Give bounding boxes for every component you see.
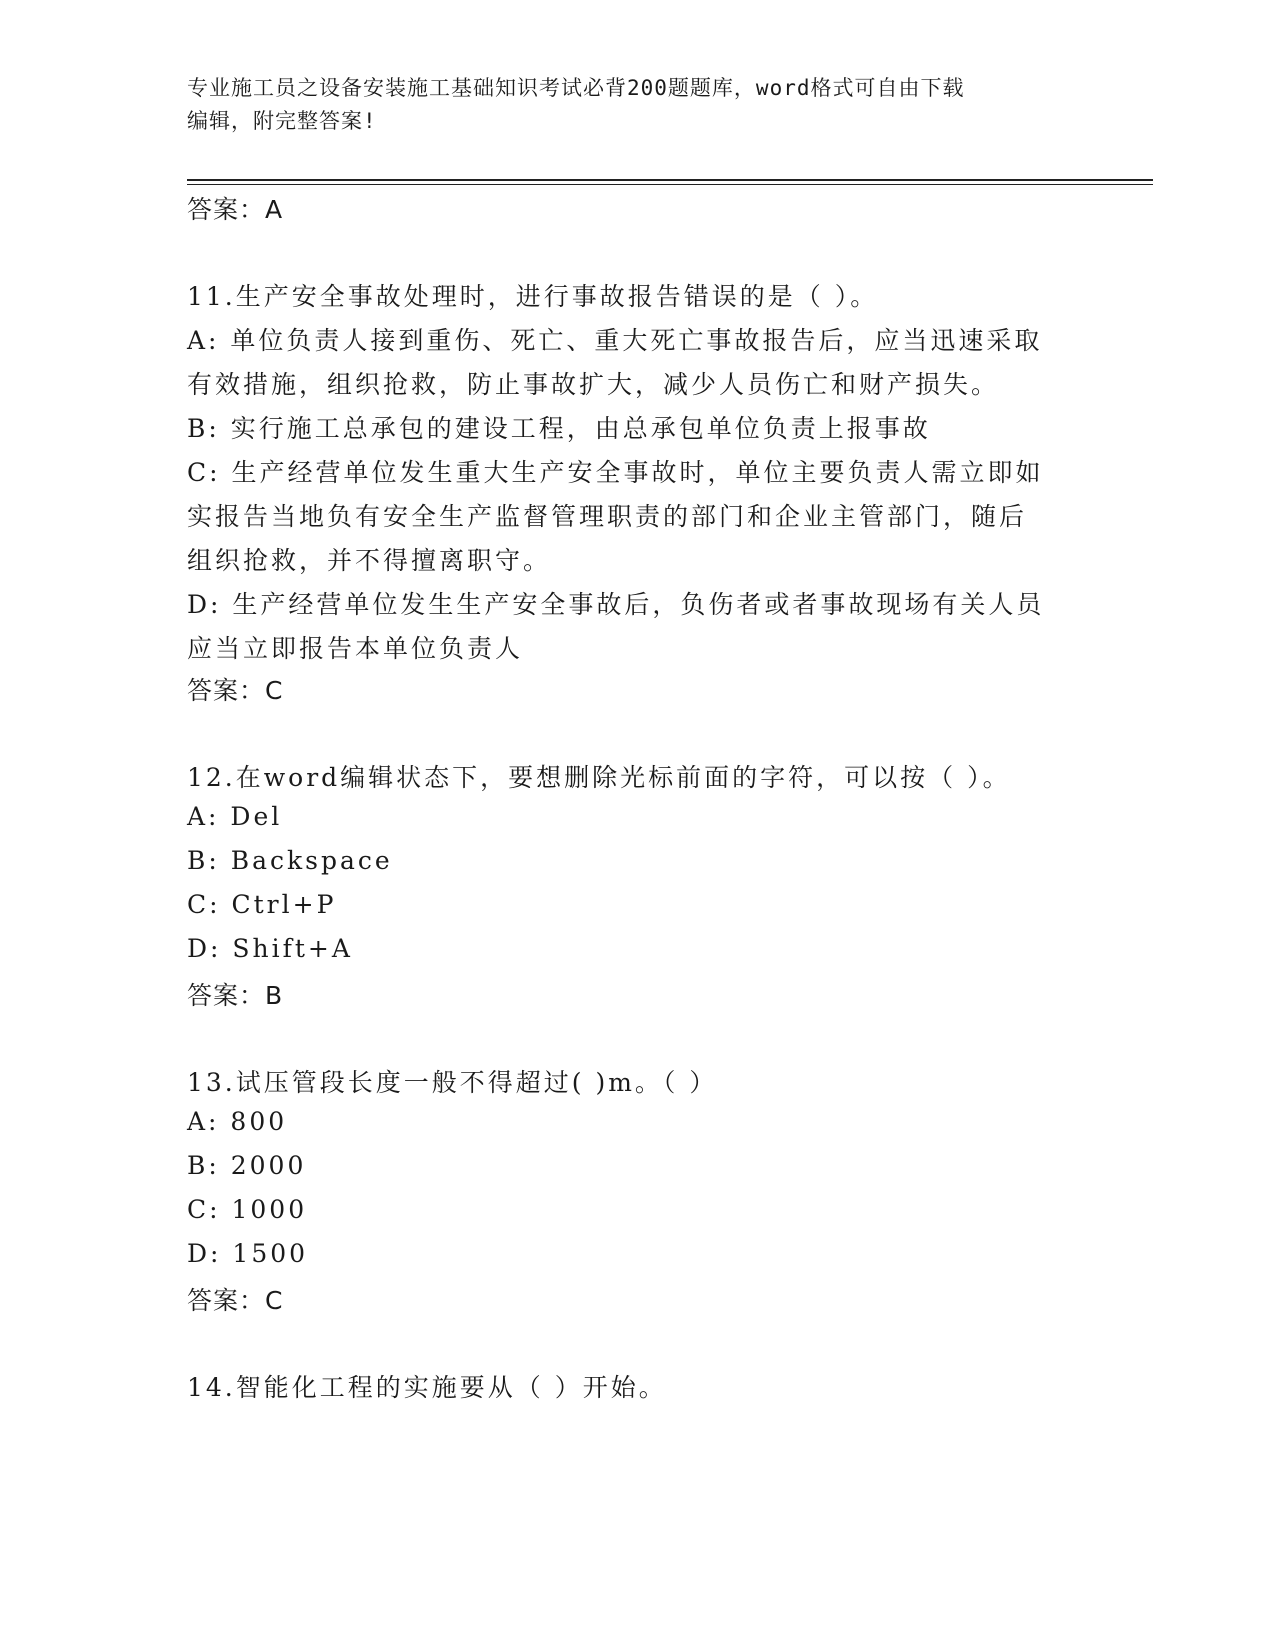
q13-question: 13.试压管段长度一般不得超过( )m。（ ） xyxy=(187,1068,718,1097)
q13-answer: 答案：C xyxy=(187,1286,284,1315)
header-title-line-2: 编辑，附完整答案! xyxy=(187,109,377,133)
q11-option-c-line-2: 实报告当地负有安全生产监督管理职责的部门和企业主管部门，随后 xyxy=(187,502,1028,531)
q11-option-c-line-3: 组织抢救，并不得擅离职守。 xyxy=(187,546,552,575)
q13-option-c: C: 1000 xyxy=(187,1195,308,1224)
q11-option-d-line-1: D: 生产经营单位发生生产安全事故后，负伤者或者事故现场有关人员 xyxy=(187,590,1045,619)
q12-answer: 答案：B xyxy=(187,981,284,1010)
q11-answer: 答案：C xyxy=(187,676,284,705)
q10-answer: 答案：A xyxy=(187,195,284,224)
q13-option-b: B: 2000 xyxy=(187,1151,307,1180)
q11-option-a-line-2: 有效措施，组织抢救，防止事故扩大，减少人员伤亡和财产损失。 xyxy=(187,370,1000,399)
document-header xyxy=(187,72,1087,138)
header-title-line-1: 专业施工员之设备安装施工基础知识考试必背200题题库，word格式可自由下载 xyxy=(187,76,965,100)
q12-option-a: A: Del xyxy=(187,802,283,831)
q11-question: 11.生产安全事故处理时，进行事故报告错误的是（ ）。 xyxy=(187,282,879,311)
q12-option-c: C: Ctrl+P xyxy=(187,890,337,919)
q11-option-c-line-1: C: 生产经营单位发生重大生产安全事故时，单位主要负责人需立即如 xyxy=(187,458,1044,487)
q11-option-b: B: 实行施工总承包的建设工程，由总承包单位负责上报事故 xyxy=(187,414,931,443)
q11-option-a-line-1: A: 单位负责人接到重伤、死亡、重大死亡事故报告后，应当迅速采取 xyxy=(187,326,1043,355)
q14-question: 14.智能化工程的实施要从（ ）开始。 xyxy=(187,1373,667,1402)
header-divider xyxy=(187,179,1153,181)
q12-question: 12.在word编辑状态下，要想删除光标前面的字符，可以按（ ）。 xyxy=(187,763,1011,792)
q13-option-a: A: 800 xyxy=(187,1107,288,1136)
header-divider-thin xyxy=(187,184,1153,185)
q13-option-d: D: 1500 xyxy=(187,1239,309,1268)
q12-option-d: D: Shift+A xyxy=(187,934,353,963)
q12-option-b: B: Backspace xyxy=(187,846,393,875)
q11-option-d-line-2: 应当立即报告本单位负责人 xyxy=(187,634,524,663)
